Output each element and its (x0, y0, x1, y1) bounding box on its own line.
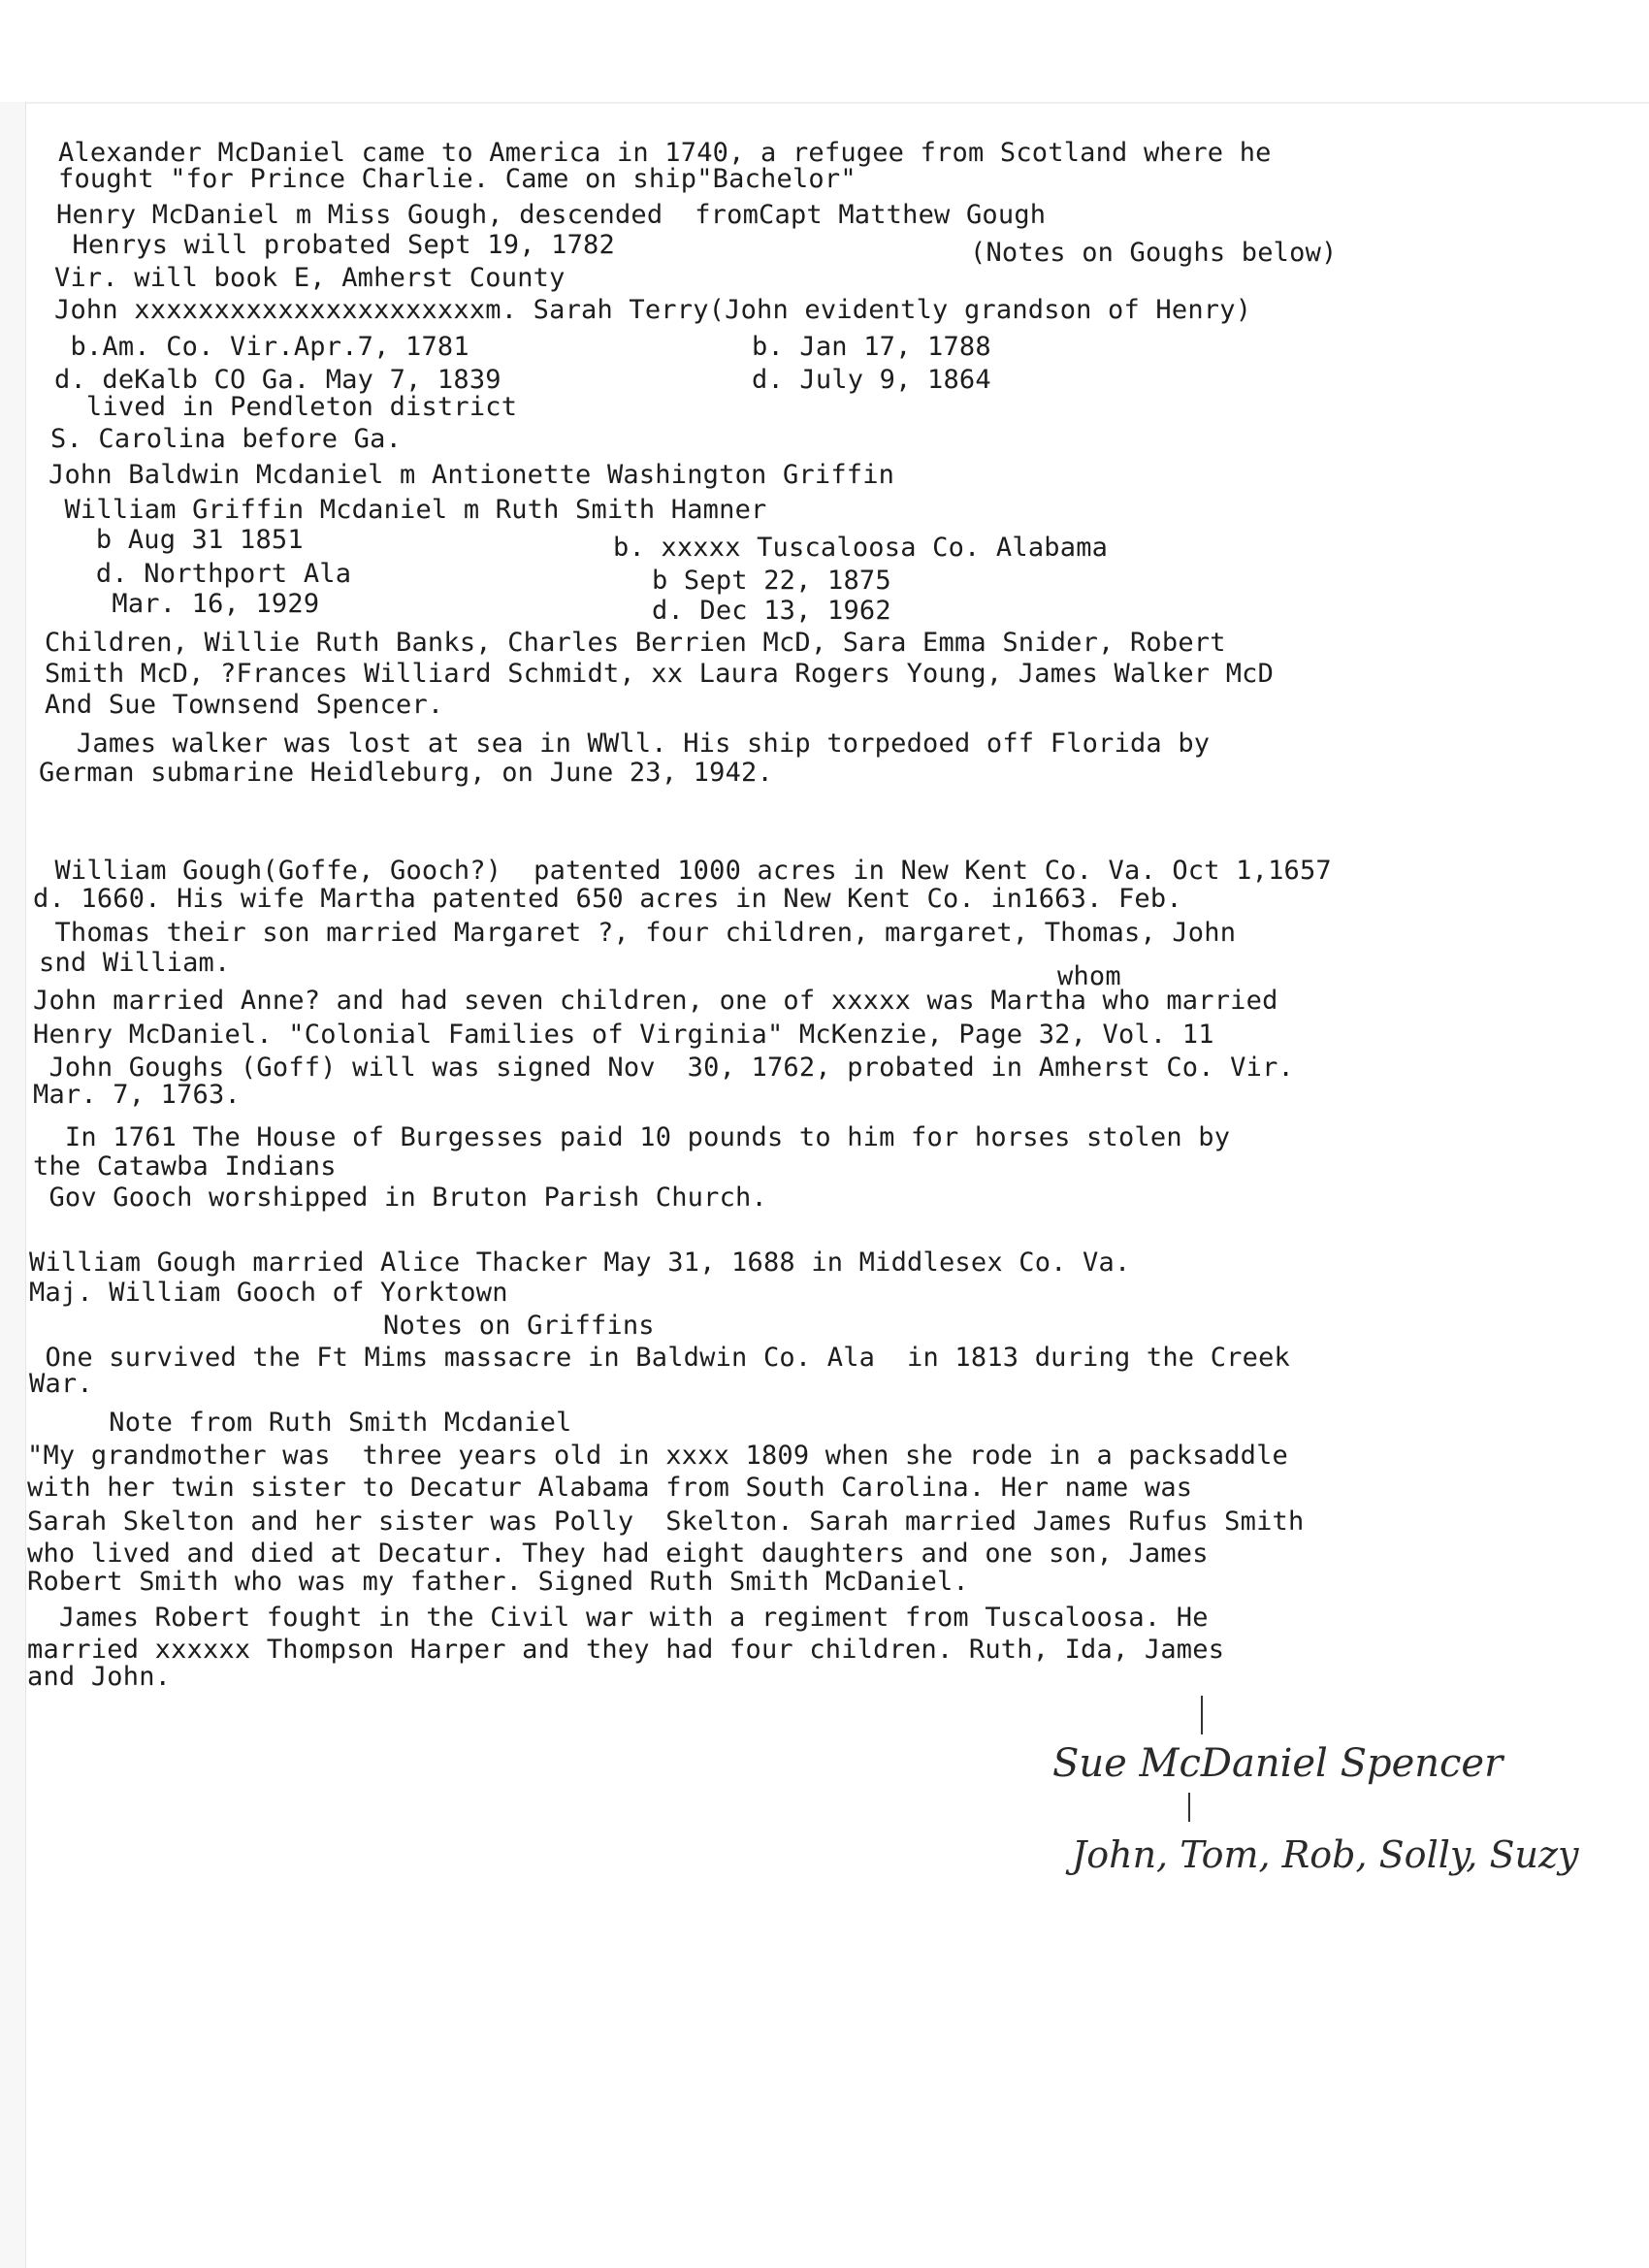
text-line: Mar. 16, 1929 (64, 589, 320, 619)
text-line: b Aug 31 1851 (64, 525, 304, 555)
text-line: And Sue Townsend Spencer. (45, 690, 444, 720)
text-line: Gov Gooch worshipped in Bruton Parish Church. (33, 1183, 767, 1213)
text-line: Robert Smith who was my father. Signed Ruth Smith McDaniel. (27, 1567, 969, 1597)
text-line: Vir. will book E, Amherst County (54, 263, 566, 293)
text-line: Henry McDaniel m Miss Gough, descended fromCapt Matthew Gough (56, 200, 1047, 230)
text-line: "My grandmother was three years old in xxxx 1809 when she rode in a packsaddle (27, 1441, 1288, 1471)
text-line: d. 1660. His wife Martha patented 650 acres in New Kent Co. in1663. Feb. (33, 884, 1182, 914)
text-line: d. Northport Ala (64, 559, 352, 589)
scan-top-margin (0, 0, 1649, 104)
text-line: John Goughs (Goff) will was signed Nov 30, 1762, probated in Amherst Co. Vir. (33, 1053, 1294, 1083)
text-line: d. Dec 13, 1962 (652, 596, 891, 626)
text-line: lived in Pendleton district (54, 392, 518, 422)
text-line: James walker was lost at sea in WWll. His ship torpedoed off Florida by (45, 729, 1211, 759)
text-line: Sarah Skelton and her sister was Polly Skelton. Sarah married James Rufus Smith (27, 1507, 1305, 1537)
text-line: d. deKalb CO Ga. May 7, 1839 (54, 365, 501, 395)
text-line: whom (1057, 961, 1121, 991)
text-line: married xxxxxx Thompson Harper and they had four children. Ruth, Ida, James (27, 1635, 1225, 1665)
text-line: John married Anne? and had seven children, one of xxxxx was Martha who married (33, 986, 1278, 1016)
text-line: Mar. 7, 1763. (33, 1080, 241, 1110)
handwritten-tick-mark (1188, 1793, 1190, 1822)
handwritten-names: John, Tom, Rob, Solly, Suzy (1072, 1833, 1579, 1876)
text-line: German submarine Heidleburg, on June 23, 1942. (39, 758, 773, 788)
text-line: William Gough married Alice Thacker May 31, 1688 in Middlesex Co. Va. (29, 1247, 1131, 1278)
text-line: d. July 9, 1864 (752, 365, 991, 395)
text-line: with her twin sister to Decatur Alabama from South Carolina. Her name was (27, 1473, 1193, 1503)
text-line: William Griffin Mcdaniel m Ruth Smith Hamner (48, 495, 767, 525)
text-line: b. Jan 17, 1788 (752, 332, 991, 362)
text-line: James Robert fought in the Civil war with a regiment from Tuscaloosa. He (27, 1603, 1209, 1633)
text-line: Children, Willie Ruth Banks, Charles Berrien McD, Sara Emma Snider, Robert (45, 628, 1226, 658)
text-line: b Sept 22, 1875 (652, 566, 891, 596)
text-line: War. (29, 1369, 93, 1399)
text-line: Henry McDaniel. "Colonial Families of Virginia" McKenzie, Page 32, Vol. 11 (33, 1020, 1214, 1050)
text-line: (Notes on Goughs below) (970, 238, 1338, 268)
text-line: the Catawba Indians (33, 1151, 337, 1182)
text-line: Note from Ruth Smith Mcdaniel (29, 1408, 572, 1438)
handwritten-tick-mark (1201, 1696, 1203, 1734)
scan-left-edge (0, 102, 26, 2268)
text-line: b.Am. Co. Vir.Apr.7, 1781 (54, 332, 469, 362)
text-line: snd William. (39, 948, 231, 978)
text-line: Smith McD, ?Frances Williard Schmidt, xx Laura Rogers Young, James Walker McD (45, 659, 1275, 689)
text-line: Thomas their son married Margaret ?, four children, margaret, Thomas, John (39, 918, 1237, 948)
text-line: Alexander McDaniel came to America in 1740, a refugee from Scotland where he (58, 138, 1272, 168)
text-line: William Gough(Goffe, Gooch?) patented 1000 acres in New Kent Co. Va. Oct 1,1657 (39, 856, 1332, 886)
text-line: S. Carolina before Ga. (50, 424, 403, 454)
text-line: In 1761 The House of Burgesses paid 10 pounds to him for horses stolen by (33, 1122, 1231, 1152)
text-line: One survived the Ft Mims massacre in Baldwin Co. Ala in 1813 during the Creek (29, 1343, 1290, 1373)
text-line: Henrys will probated Sept 19, 1782 (56, 230, 615, 260)
handwritten-signature: Sue McDaniel Spencer (1052, 1741, 1504, 1786)
text-line: and John. (27, 1662, 172, 1692)
section-heading: Notes on Griffins (383, 1311, 655, 1341)
text-line: fought "for Prince Charlie. Came on ship"Bachelor" (58, 164, 857, 194)
text-line: John Baldwin Mcdaniel m Antionette Washington Griffin (48, 460, 895, 490)
text-line: b. xxxxx Tuscaloosa Co. Alabama (613, 533, 1109, 563)
text-line: John xxxxxxxxxxxxxxxxxxxxxxm. Sarah Terry(John evidently grandson of Henry) (54, 295, 1252, 325)
text-line: Maj. William Gooch of Yorktown (29, 1278, 508, 1308)
text-line: who lived and died at Decatur. They had eight daughters and one son, James (27, 1539, 1209, 1569)
